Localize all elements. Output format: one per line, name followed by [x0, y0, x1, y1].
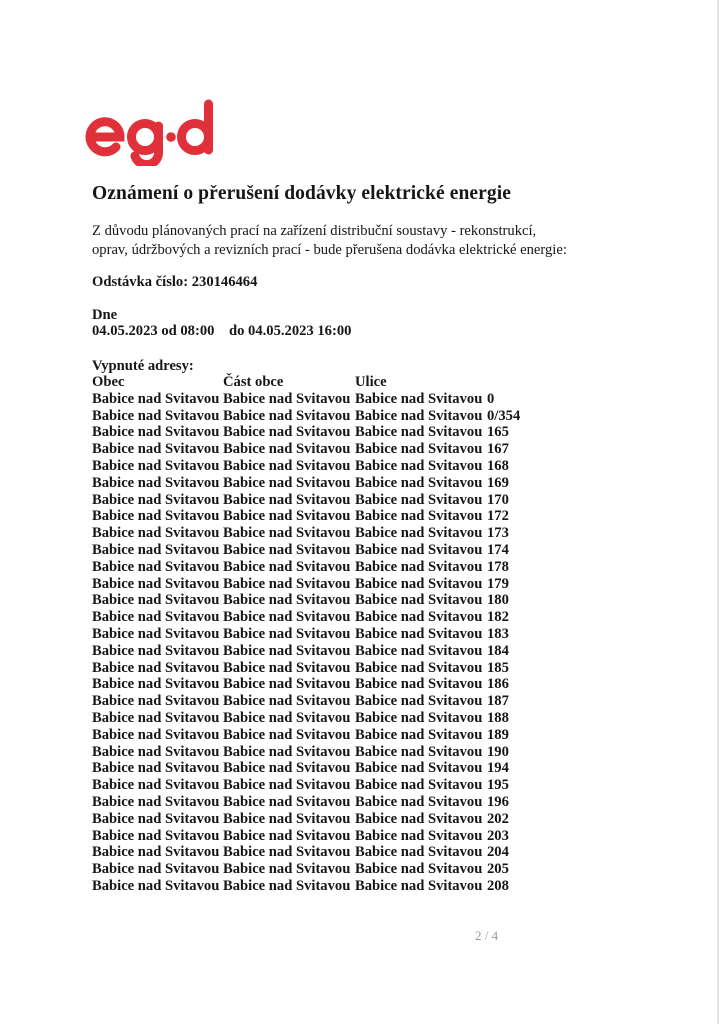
egd-logo-mark	[85, 96, 215, 166]
cell-cast-obce: Babice nad Svitavou	[223, 743, 351, 760]
cell-ulice: Babice nad Svitavou	[355, 659, 483, 676]
cell-cast-obce: Babice nad Svitavou	[223, 508, 351, 525]
cell-obec: Babice nad Svitavou	[92, 390, 220, 407]
table-row	[92, 408, 552, 425]
table-row	[92, 475, 552, 492]
cell-obec: Babice nad Svitavou	[92, 541, 220, 558]
cell-obec: Babice nad Svitavou	[92, 793, 220, 810]
cell-cislo: 203	[487, 827, 509, 844]
cell-cislo: 168	[487, 457, 509, 474]
cell-obec: Babice nad Svitavou	[92, 575, 220, 592]
cell-cislo: 165	[487, 424, 509, 441]
table-row	[92, 794, 552, 811]
address-table	[92, 358, 552, 895]
table-row	[92, 828, 552, 845]
cell-cislo: 196	[487, 793, 509, 810]
cell-cislo: 174	[487, 541, 509, 558]
table-row	[92, 525, 552, 542]
cell-ulice: Babice nad Svitavou	[355, 726, 483, 743]
cell-obec: Babice nad Svitavou	[92, 810, 220, 827]
cell-cast-obce: Babice nad Svitavou	[223, 777, 351, 794]
cell-cast-obce: Babice nad Svitavou	[223, 861, 351, 878]
cell-cislo: 187	[487, 693, 509, 710]
table-row	[92, 542, 552, 559]
page-title: Oznámení o přerušení dodávky elektrické energie	[92, 183, 512, 204]
cell-ulice: Babice nad Svitavou	[355, 693, 483, 710]
table-row	[92, 861, 552, 878]
cell-cast-obce: Babice nad Svitavou	[223, 760, 351, 777]
table-row	[92, 878, 552, 895]
table-row	[92, 424, 552, 441]
column-header-ulice: Ulice	[355, 374, 387, 390]
cell-ulice: Babice nad Svitavou	[355, 642, 483, 659]
cell-ulice: Babice nad Svitavou	[355, 709, 483, 726]
cell-obec: Babice nad Svitavou	[92, 777, 220, 794]
page-number: 2 / 4	[475, 928, 499, 943]
cell-obec: Babice nad Svitavou	[92, 474, 220, 491]
cell-cast-obce: Babice nad Svitavou	[223, 575, 351, 592]
cell-obec: Babice nad Svitavou	[92, 709, 220, 726]
table-row	[92, 492, 552, 509]
cell-cislo: 172	[487, 508, 509, 525]
cell-cislo: 167	[487, 441, 509, 458]
cell-ulice: Babice nad Svitavou	[355, 424, 483, 441]
cell-cast-obce: Babice nad Svitavou	[223, 424, 351, 441]
table-row	[92, 441, 552, 458]
column-header-obec: Obec	[92, 374, 125, 390]
cell-cislo: 184	[487, 642, 509, 659]
cell-cislo: 0	[487, 390, 495, 407]
date-block	[92, 307, 432, 340]
cell-cast-obce: Babice nad Svitavou	[223, 558, 351, 575]
cell-cislo: 204	[487, 844, 509, 861]
cell-ulice: Babice nad Svitavou	[355, 491, 483, 508]
table-row	[92, 643, 552, 660]
cell-obec: Babice nad Svitavou	[92, 827, 220, 844]
cell-ulice: Babice nad Svitavou	[355, 777, 483, 794]
cell-ulice: Babice nad Svitavou	[355, 625, 483, 642]
table-row	[92, 844, 552, 861]
cell-ulice: Babice nad Svitavou	[355, 457, 483, 474]
cell-cast-obce: Babice nad Svitavou	[223, 625, 351, 642]
cell-cislo: 183	[487, 625, 509, 642]
table-row	[92, 727, 552, 744]
cell-cast-obce: Babice nad Svitavou	[223, 474, 351, 491]
cell-obec: Babice nad Svitavou	[92, 693, 220, 710]
cell-ulice: Babice nad Svitavou	[355, 844, 483, 861]
cell-cast-obce: Babice nad Svitavou	[223, 659, 351, 676]
table-row	[92, 559, 552, 576]
cell-cislo: 173	[487, 525, 509, 542]
cell-cislo: 169	[487, 474, 509, 491]
cell-cislo: 188	[487, 709, 509, 726]
cell-cislo: 179	[487, 575, 509, 592]
cell-cast-obce: Babice nad Svitavou	[223, 709, 351, 726]
cell-obec: Babice nad Svitavou	[92, 609, 220, 626]
cell-ulice: Babice nad Svitavou	[355, 743, 483, 760]
cell-obec: Babice nad Svitavou	[92, 726, 220, 743]
cell-cast-obce: Babice nad Svitavou	[223, 541, 351, 558]
intro-paragraph: Z důvodu plánovaných prací na zařízení distribuční soustavy - rekonstrukcí, oprav, údržbových a revizních prací - bude přerušena dodávka elektrické energie:	[92, 223, 567, 258]
date-to: do 04.05.2023 16:00	[229, 323, 352, 339]
table-row	[92, 576, 552, 593]
cell-ulice: Babice nad Svitavou	[355, 793, 483, 810]
outage-number: Odstávka číslo: 230146464	[92, 274, 258, 290]
cell-ulice: Babice nad Svitavou	[355, 609, 483, 626]
cell-cast-obce: Babice nad Svitavou	[223, 491, 351, 508]
cell-obec: Babice nad Svitavou	[92, 659, 220, 676]
cell-cast-obce: Babice nad Svitavou	[223, 407, 351, 424]
cell-ulice: Babice nad Svitavou	[355, 541, 483, 558]
cell-obec: Babice nad Svitavou	[92, 558, 220, 575]
cell-ulice: Babice nad Svitavou	[355, 558, 483, 575]
cell-obec: Babice nad Svitavou	[92, 592, 220, 609]
cell-cislo: 185	[487, 659, 509, 676]
table-row	[92, 626, 552, 643]
date-from: 04.05.2023 od 08:00	[92, 323, 215, 339]
cell-ulice: Babice nad Svitavou	[355, 827, 483, 844]
cell-cislo: 205	[487, 861, 509, 878]
cell-cast-obce: Babice nad Svitavou	[223, 676, 351, 693]
column-header-cast-obce: Část obce	[223, 374, 284, 390]
table-row	[92, 676, 552, 693]
cell-cislo: 182	[487, 609, 509, 626]
cell-ulice: Babice nad Svitavou	[355, 877, 483, 894]
cell-ulice: Babice nad Svitavou	[355, 760, 483, 777]
cell-obec: Babice nad Svitavou	[92, 642, 220, 659]
cell-obec: Babice nad Svitavou	[92, 491, 220, 508]
cell-ulice: Babice nad Svitavou	[355, 810, 483, 827]
cell-obec: Babice nad Svitavou	[92, 407, 220, 424]
cell-obec: Babice nad Svitavou	[92, 844, 220, 861]
cell-ulice: Babice nad Svitavou	[355, 592, 483, 609]
table-body	[92, 391, 552, 895]
cell-cast-obce: Babice nad Svitavou	[223, 810, 351, 827]
cell-obec: Babice nad Svitavou	[92, 743, 220, 760]
cell-obec: Babice nad Svitavou	[92, 457, 220, 474]
cell-ulice: Babice nad Svitavou	[355, 861, 483, 878]
table-row	[92, 710, 552, 727]
table-row	[92, 508, 552, 525]
cell-ulice: Babice nad Svitavou	[355, 525, 483, 542]
cell-cast-obce: Babice nad Svitavou	[223, 726, 351, 743]
cell-obec: Babice nad Svitavou	[92, 525, 220, 542]
cell-cislo: 208	[487, 877, 509, 894]
cell-ulice: Babice nad Svitavou	[355, 575, 483, 592]
cell-cast-obce: Babice nad Svitavou	[223, 827, 351, 844]
page-edge	[717, 0, 719, 1024]
cell-ulice: Babice nad Svitavou	[355, 390, 483, 407]
cell-obec: Babice nad Svitavou	[92, 508, 220, 525]
date-range	[92, 323, 432, 340]
cell-ulice: Babice nad Svitavou	[355, 474, 483, 491]
cell-ulice: Babice nad Svitavou	[355, 441, 483, 458]
table-row	[92, 777, 552, 794]
cell-cast-obce: Babice nad Svitavou	[223, 525, 351, 542]
cell-obec: Babice nad Svitavou	[92, 877, 220, 894]
table-row	[92, 609, 552, 626]
cell-cast-obce: Babice nad Svitavou	[223, 642, 351, 659]
cell-cast-obce: Babice nad Svitavou	[223, 877, 351, 894]
table-row	[92, 391, 552, 408]
cell-obec: Babice nad Svitavou	[92, 760, 220, 777]
cell-ulice: Babice nad Svitavou	[355, 508, 483, 525]
cell-cast-obce: Babice nad Svitavou	[223, 441, 351, 458]
table-header-row	[92, 374, 552, 391]
cell-obec: Babice nad Svitavou	[92, 625, 220, 642]
table-row	[92, 811, 552, 828]
table-row	[92, 744, 552, 761]
cell-cast-obce: Babice nad Svitavou	[223, 592, 351, 609]
cell-obec: Babice nad Svitavou	[92, 441, 220, 458]
table-row	[92, 660, 552, 677]
table-row	[92, 458, 552, 475]
cell-cislo: 180	[487, 592, 509, 609]
cell-cast-obce: Babice nad Svitavou	[223, 793, 351, 810]
table-row	[92, 693, 552, 710]
cell-cislo: 189	[487, 726, 509, 743]
cell-cast-obce: Babice nad Svitavou	[223, 844, 351, 861]
cell-cast-obce: Babice nad Svitavou	[223, 457, 351, 474]
cell-cislo: 178	[487, 558, 509, 575]
cell-cislo: 195	[487, 777, 509, 794]
cell-cast-obce: Babice nad Svitavou	[223, 693, 351, 710]
cell-ulice: Babice nad Svitavou	[355, 676, 483, 693]
cell-obec: Babice nad Svitavou	[92, 676, 220, 693]
cell-cislo: 170	[487, 491, 509, 508]
cell-cislo: 194	[487, 760, 509, 777]
cell-ulice: Babice nad Svitavou	[355, 407, 483, 424]
cell-obec: Babice nad Svitavou	[92, 861, 220, 878]
egd-logo	[85, 96, 215, 166]
date-heading: Dne	[92, 307, 118, 323]
cell-cast-obce: Babice nad Svitavou	[223, 609, 351, 626]
table-row	[92, 592, 552, 609]
cell-cislo: 190	[487, 743, 509, 760]
cell-obec: Babice nad Svitavou	[92, 424, 220, 441]
cell-cislo: 186	[487, 676, 509, 693]
addresses-heading: Vypnuté adresy:	[92, 358, 194, 374]
table-row	[92, 760, 552, 777]
cell-cislo: 0/354	[487, 407, 521, 424]
cell-cast-obce: Babice nad Svitavou	[223, 390, 351, 407]
cell-cislo: 202	[487, 810, 509, 827]
